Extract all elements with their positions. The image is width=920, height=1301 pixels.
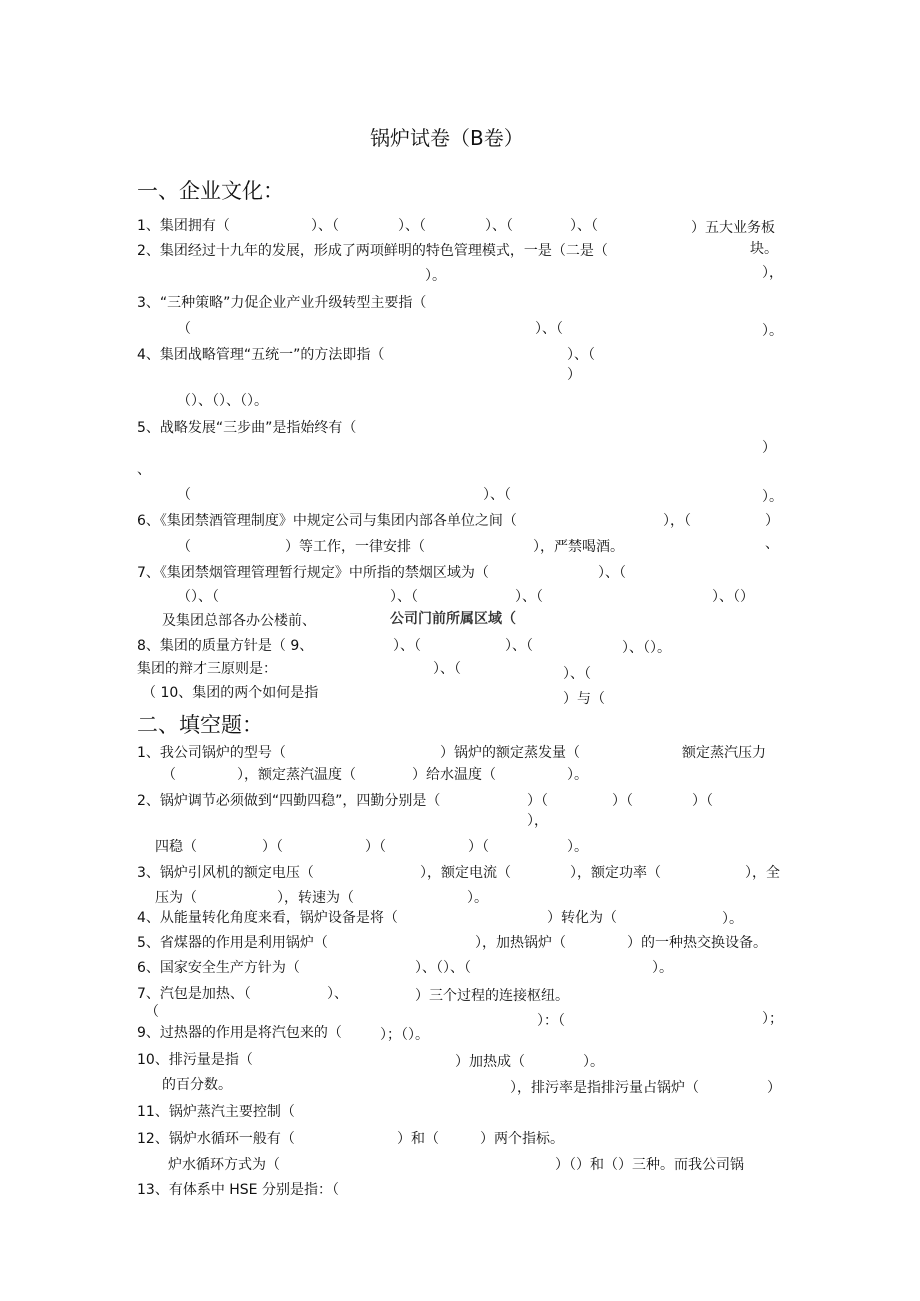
f2-text: ）（ — [527, 793, 548, 809]
q8-text: ）、（ — [393, 638, 421, 654]
f10-text: ） — [767, 1080, 781, 1096]
f4-text: ）。 — [722, 911, 743, 927]
f9-text: ）；（）。 — [380, 1027, 429, 1043]
q6-text: （ — [177, 539, 191, 555]
f10-text: ），排污率是指排污量占锅炉（ — [510, 1080, 699, 1096]
f6-text: 6、国家安全生产方针为（ — [137, 960, 300, 976]
q6-text: ）等工作，一律安排（ — [285, 539, 425, 555]
f8-text: ）； — [762, 1011, 783, 1027]
f12-text: ）（）和（）三种。而我公司锅 — [555, 1157, 744, 1173]
q6-text: ） — [765, 513, 779, 529]
q7-text: ）、（ — [515, 589, 543, 605]
q9-text: 集团的辩才三原则是： — [137, 661, 277, 677]
q1-text: ）、（ — [570, 218, 598, 234]
q3-text: 3、“三种策略”力促企业产业升级转型主要指（ — [137, 295, 427, 311]
f3-text: 压为（ — [155, 890, 197, 906]
f3-text: ），全 — [745, 865, 780, 881]
f2-text: ）（ — [612, 793, 633, 809]
f2-text: ）（ — [468, 839, 489, 855]
f12-text: ）两个指标。 — [480, 1131, 564, 1147]
q8-text: ）、（）。 — [622, 640, 671, 656]
q6-text: 6、《集团禁酒管理制度》中规定公司与集团内部各单位之间（ — [137, 513, 517, 529]
f7-text: ）三个过程的连接枢纽。 — [415, 988, 569, 1004]
q6-text: ），（ — [663, 513, 691, 529]
f3-text: ），额定功率（ — [570, 865, 661, 881]
q3-text: ）、（ — [535, 321, 563, 337]
q3-text: ）。 — [762, 323, 783, 339]
f1-text: ）。 — [567, 767, 588, 783]
q4-text: ） — [567, 367, 581, 383]
f12-text: 炉水循环方式为（ — [168, 1157, 280, 1173]
f4-text: 4、从能量转化角度来看，锅炉设备是将（ — [137, 910, 398, 926]
q9-text: ）、（ — [433, 661, 461, 677]
q10-text: （ 10、集团的两个如何是指 — [142, 685, 319, 701]
q4-text: 4、集团战略管理“五统一”的方法即指（ — [137, 347, 385, 363]
f3-text: ）。 — [467, 890, 488, 906]
f2-text: ）（ — [692, 793, 713, 809]
f5-text: 5、省煤器的作用是利用锅炉（ — [137, 935, 328, 951]
f13-text-cropped: 13、有体系中 HSE 分别是指：（ — [137, 1182, 339, 1198]
f5-text: ），加热锅炉（ — [475, 935, 566, 951]
q1-text: ）五大业务板 — [691, 220, 775, 236]
f1-text: ），额定蒸汽温度（ — [237, 767, 356, 783]
q7-text: 及集团总部各办公楼前、 — [162, 613, 316, 629]
f2-text: 四稳（ — [155, 839, 197, 855]
f10-text: ）。 — [583, 1054, 604, 1070]
f12-text: 12、锅炉水循环一般有（ — [137, 1131, 295, 1147]
f5-text: ）的一种热交换设备。 — [627, 935, 767, 951]
q1-text: ）、（ — [398, 218, 426, 234]
f1-text: 额定蒸汽压力 — [682, 745, 766, 761]
q2-text: ）。 — [425, 268, 446, 284]
q1-text: ）、（ — [485, 218, 513, 234]
q7-text: ）、（ — [598, 565, 626, 581]
f4-text: ）转化为（ — [547, 910, 617, 926]
q5-text: ）、（ — [483, 487, 511, 503]
f2-text: 2、锅炉调节必须做到“四勤四稳”，四勤分别是（ — [137, 793, 441, 809]
f1-text: 1、我公司锅炉的型号（ — [137, 745, 286, 761]
f10-text: ）加热成（ — [455, 1054, 525, 1070]
q7-text: （）、（ — [177, 589, 219, 605]
q1-text: ）、（ — [311, 218, 339, 234]
q6-text: 、 — [765, 536, 779, 552]
q7-text: 7、《集团禁烟管理管理暂行规定》中所指的禁烟区域为（ — [137, 565, 489, 581]
f3-text: ），额定电流（ — [420, 865, 511, 881]
f1-text: （ — [162, 767, 176, 783]
q5-text: （ — [177, 487, 191, 503]
section-1-heading: 一、企业文化： — [137, 179, 284, 203]
q4-text: ）、（ — [567, 347, 595, 363]
f2-text: ）， — [527, 813, 548, 829]
q7-text-blurred: 公司门前所属区域（ — [390, 611, 516, 627]
q8-text: 8、集团的质量方针是（ 9、 — [137, 638, 314, 654]
f3-text: 3、锅炉引风机的额定电压（ — [137, 865, 314, 881]
q1-text: 块。 — [750, 241, 778, 257]
f2-text: ）。 — [567, 839, 588, 855]
q5-text: 、 — [137, 462, 151, 478]
q2-text: 2、集团经过十九年的发展，形成了两项鲜明的特色管理模式，一是（二是（ — [137, 243, 608, 259]
f6-text: ）、（）、（ — [415, 960, 471, 976]
f7-text: ）、 — [327, 986, 348, 1002]
f10-text: 10、排污量是指（ — [137, 1052, 253, 1068]
q4-text: （）、（）、（）。 — [177, 393, 268, 409]
f1-text: ）锅炉的额定蒸发量（ — [440, 745, 580, 761]
f1-text: ）给水温度（ — [412, 767, 496, 783]
q6-text: ），严禁喝酒。 — [533, 539, 624, 555]
f7-text: 7、汽包是加热、（ — [137, 986, 251, 1002]
q2-text: ）， — [762, 265, 783, 281]
f2-text: ）（ — [365, 839, 386, 855]
q3-text: （ — [177, 321, 191, 337]
f9-text: 9、过热器的作用是将汽包来的（ — [137, 1025, 342, 1041]
q1-text: 1、集团拥有（ — [137, 218, 230, 234]
f3-text: ），转速为（ — [277, 890, 354, 906]
f11-text: 11、锅炉蒸汽主要控制（ — [137, 1104, 295, 1120]
q5-text: ） — [762, 440, 776, 456]
q9-text: ）、（ — [563, 666, 591, 682]
section-2-heading: 二、填空题： — [137, 713, 263, 737]
f6-text: ）。 — [652, 960, 673, 976]
f8-text: ）：（ — [537, 1013, 565, 1029]
q7-text: ）、（） — [712, 589, 754, 605]
page-title: 锅炉试卷（B卷） — [370, 126, 524, 150]
f8-text: （ — [145, 1004, 159, 1020]
q10-text: ）与（ — [563, 691, 605, 707]
f12-text: ）和（ — [397, 1131, 439, 1147]
f2-text: ）（ — [262, 839, 283, 855]
q7-text: ）、（ — [390, 589, 418, 605]
f10-text: 的百分数。 — [162, 1077, 232, 1093]
q5-text: ）。 — [762, 489, 783, 505]
q8-text: ）、（ — [505, 638, 533, 654]
q5-text: 5、战略发展“三步曲”是指始终有（ — [137, 420, 357, 436]
